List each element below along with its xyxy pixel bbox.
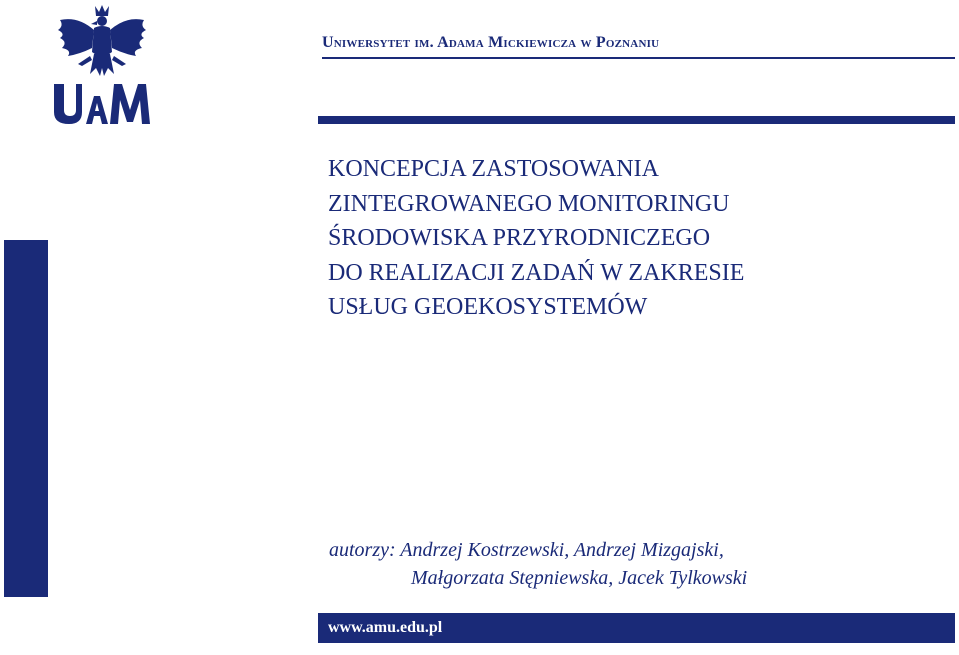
authors-line-1: autorzy: Andrzej Kostrzewski, Andrzej Mizgajski, (329, 539, 724, 561)
authors-line-2: Małgorzata Stępniewska, Jacek Tylkowski (411, 567, 748, 589)
uam-logo (50, 2, 155, 126)
authors (329, 536, 949, 592)
presentation-title (328, 152, 948, 325)
title-line: DO REALIZACJI ZADAŃ W ZAKRESIE (328, 259, 745, 286)
footer-url-link[interactable]: www.amu.edu.pl (328, 619, 443, 636)
title-line: ŚRODOWISKA PRZYRODNICZEGO (328, 225, 711, 251)
title-line: KONCEPCJA ZASTOSOWANIA (328, 156, 659, 182)
side-bar (4, 240, 48, 597)
title-line: USŁUG GEOEKOSYSTEMÓW (328, 294, 648, 320)
eagle-emblem-icon (58, 5, 146, 76)
footer-bar (318, 613, 955, 643)
uam-lettering (54, 84, 150, 124)
university-name: Uniwersytet im. Adama Mickiewicza w Poznaniu (322, 34, 660, 51)
header-rule (322, 57, 955, 59)
title-line: ZINTEGROWANEGO MONITORINGU (328, 190, 730, 217)
header-bar (318, 116, 955, 124)
